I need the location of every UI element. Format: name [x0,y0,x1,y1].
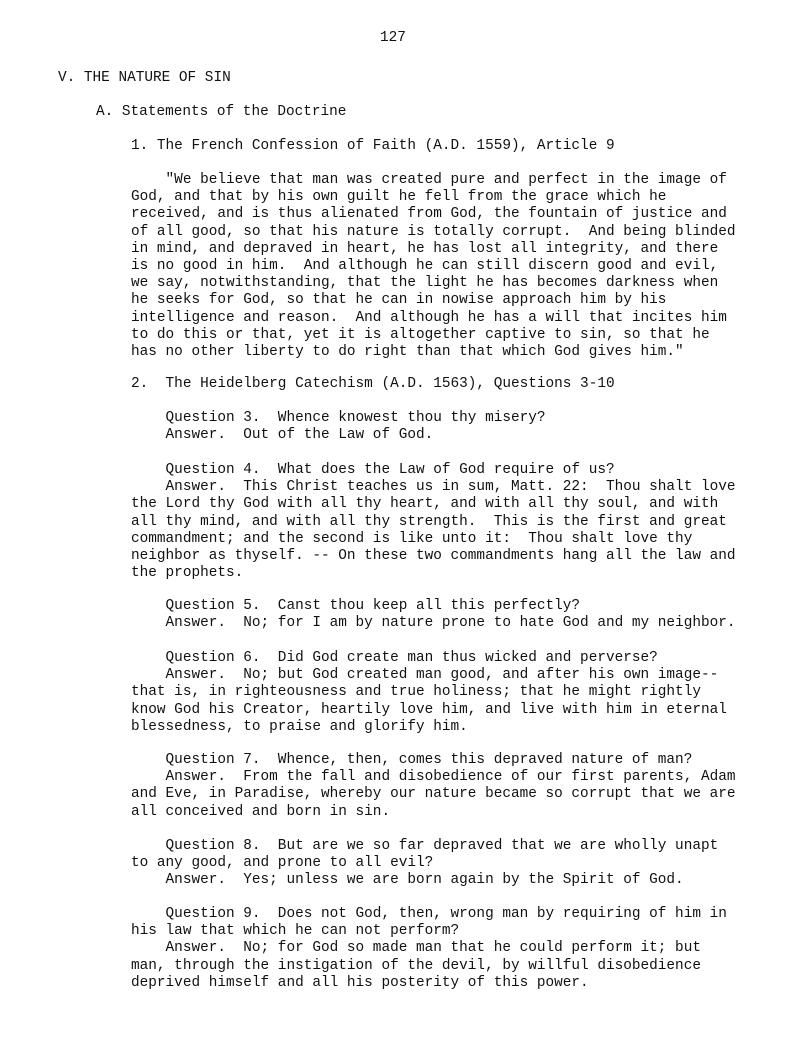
question-9-block: Question 9. Does not God, then, wrong man by requiring of him in his law that which he can not perform? Answer. No; for God so made man that he could perform it; but man, through the instigation of the devil, by willful disobedience deprived himself and all his posterity of this power. [131,906,727,991]
question-7-block: Question 7. Whence, then, comes this depraved nature of man? Answer. From the fall and disobedience of our first parents, Adam and Eve, in Paradise, whereby our nature became so corrupt that we are all conceived and born in sin. [131,752,736,820]
french-confession-quote: "We believe that man was created pure and perfect in the image of God, and that by his own guilt he fell from the grace which he received, and is thus alienated from God, the fountain of justice and of all good, so that his nature is totally corrupt. And being blinded in mind, and depraved in heart, he has lost all integrity, and there is no good in him. And although he can still discern good and evil, we say, notwithstanding, that the light he has becomes darkness when he seeks for God, so that he can in nowise approach him by his intelligence and reason. And although he has a will that incites him to do this or that, yet it is altogether captive to sin, so that he has no other liberty to do right than that which God gives him." [131,172,736,361]
section-heading: V. THE NATURE OF SIN [58,70,231,86]
heidelberg-catechism-heading: 2. The Heidelberg Catechism (A.D. 1563), Questions 3-10 [131,376,615,392]
french-confession-heading: 1. The French Confession of Faith (A.D. 1559), Article 9 [131,138,615,154]
question-5-block: Question 5. Canst thou keep all this perfectly? Answer. No; for I am by nature prone to hate God and my neighbor. [165,598,736,632]
subsection-heading: A. Statements of the Doctrine [96,104,347,120]
question-3-block: Question 3. Whence knowest thou thy misery? Answer. Out of the Law of God. [165,410,546,444]
page-number: 127 [380,30,406,46]
question-8-block: Question 8. But are we so far depraved that we are wholly unapt to any good, and prone to all evil? Answer. Yes; unless we are born again by the Spirit of God. [131,838,719,889]
question-4-block: Question 4. What does the Law of God require of us? Answer. This Christ teaches us in sum, Matt. 22: Thou shalt love the Lord thy God with all thy heart, and with all thy soul, and with all thy mind, and with all thy strength. This is the first and great commandment; and the second is like unto it: Thou shalt love thy neighbor as thyself. -- On these two commandments hang all the law and the prophets. [131,462,736,582]
question-6-block: Question 6. Did God create man thus wicked and perverse? Answer. No; but God created man good, and after his own image-- that is, in righteousness and true holiness; that he might rightly know God his Creator, heartily love him, and live with him in eternal blessedness, to praise and glorify him. [131,650,727,735]
